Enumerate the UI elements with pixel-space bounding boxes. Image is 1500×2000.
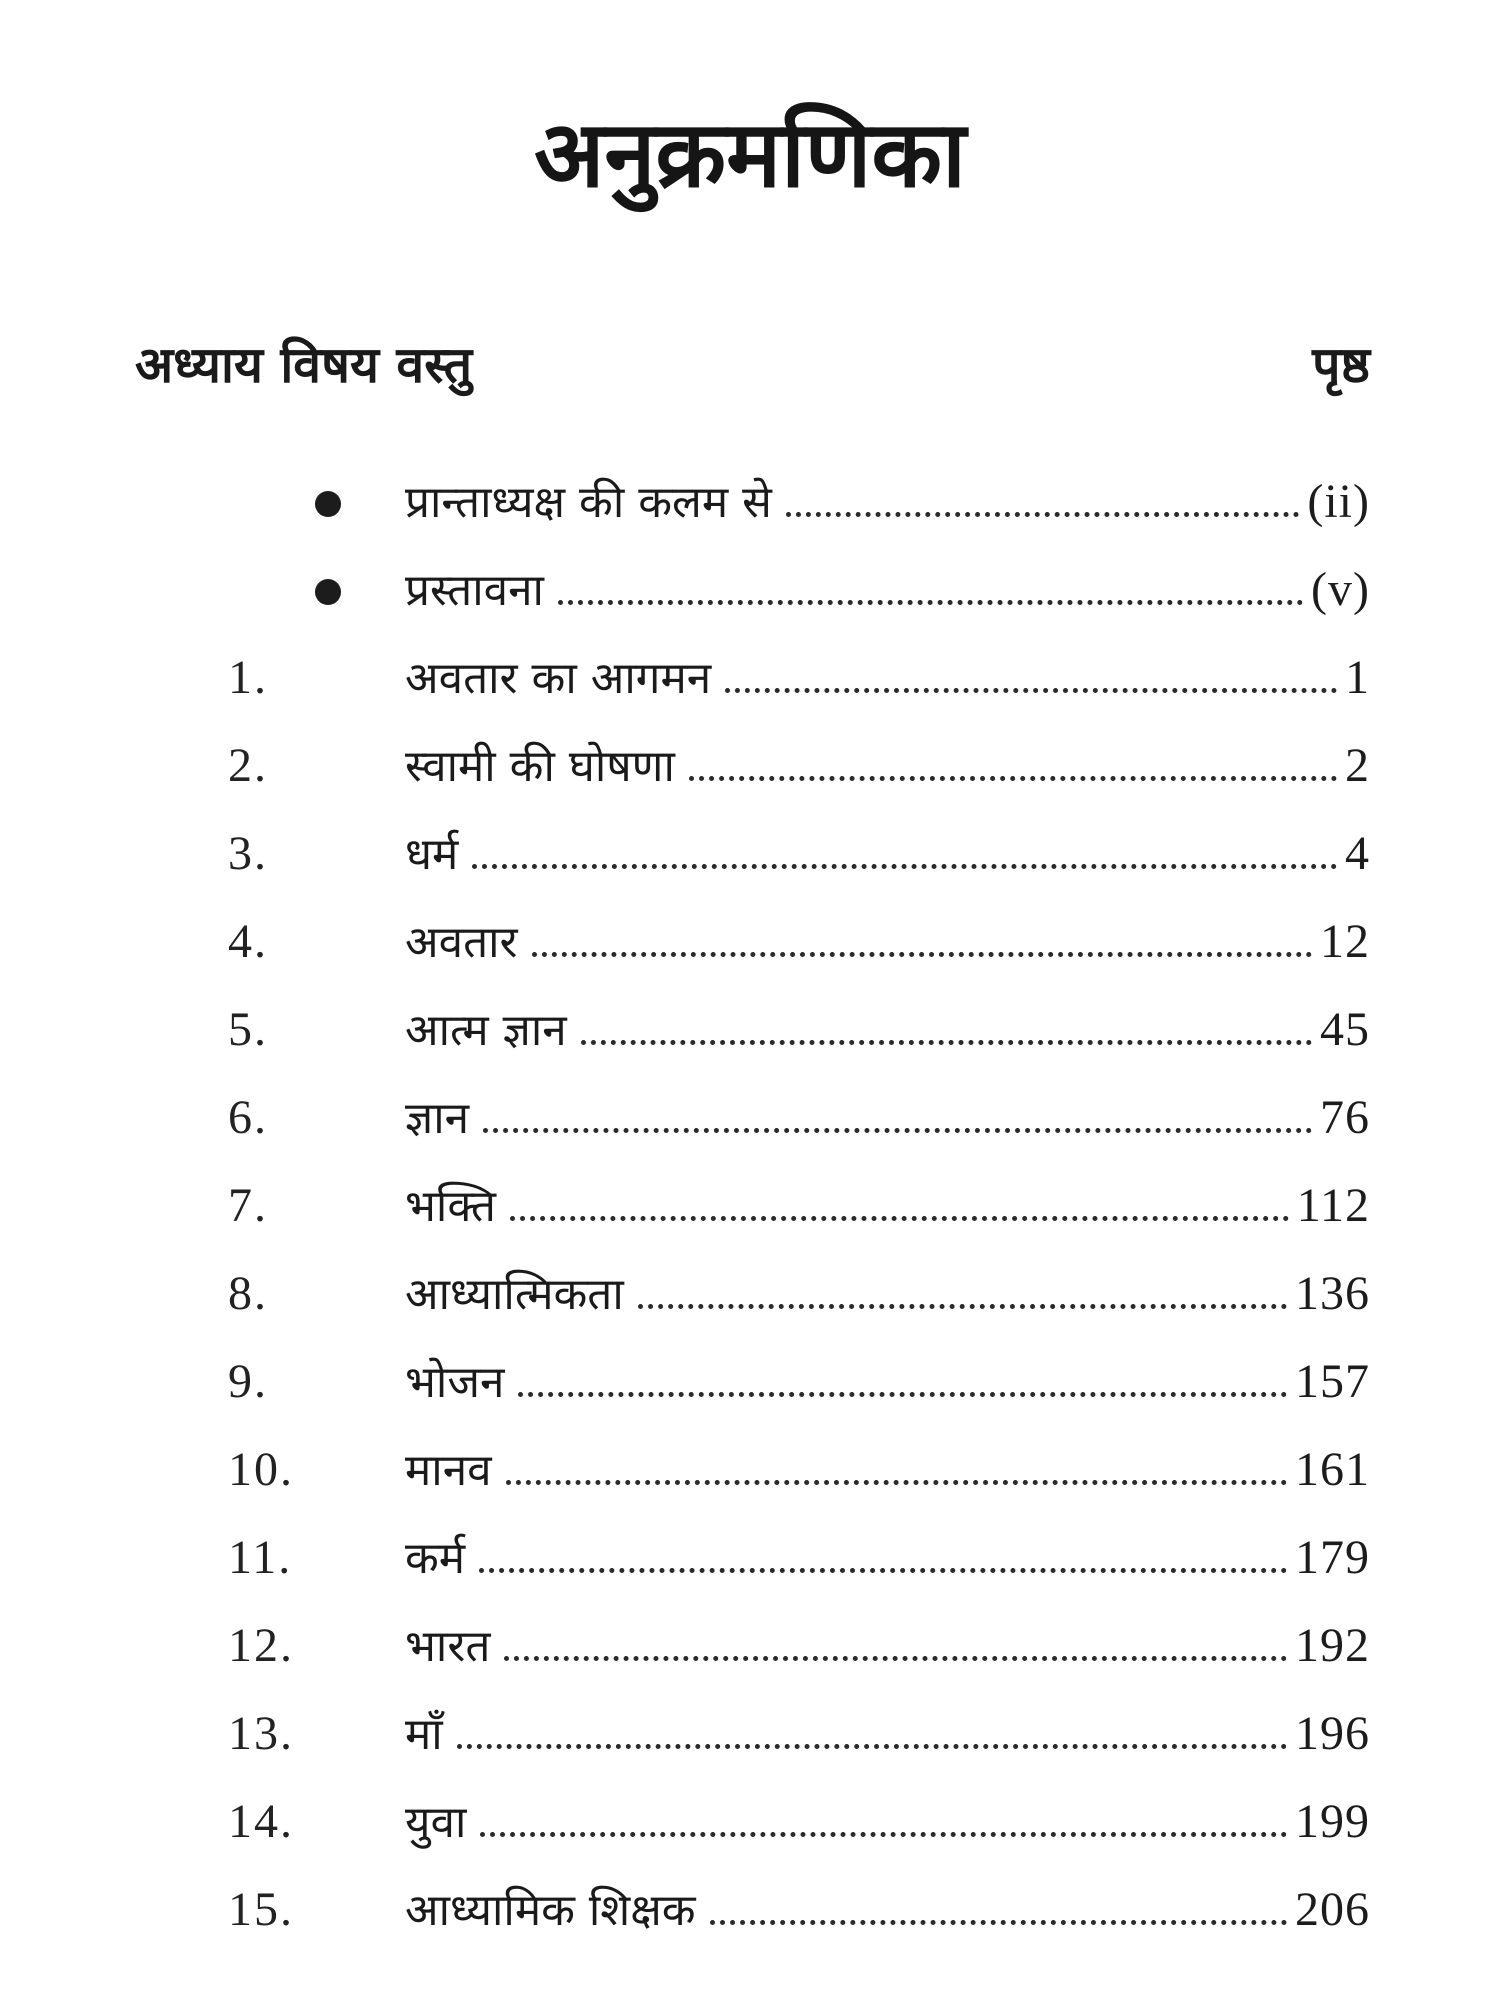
page-number: 179 xyxy=(1295,1531,1370,1584)
toc-entry-line xyxy=(405,1426,1370,1515)
dot-leader xyxy=(506,1480,1287,1485)
chapter-number: 13. xyxy=(228,1707,294,1760)
chapter-number: 10. xyxy=(228,1443,294,1496)
dot-leader xyxy=(638,1304,1287,1309)
toc-entry xyxy=(0,1162,1500,1250)
chapter-number: 1. xyxy=(228,651,268,704)
chapter-number: 9. xyxy=(228,1355,268,1408)
column-header xyxy=(135,330,1370,400)
toc-entry xyxy=(0,1514,1500,1602)
dot-leader xyxy=(483,1128,1312,1133)
dot-leader xyxy=(532,952,1312,957)
chapter-title: माँ xyxy=(405,1709,443,1760)
toc-entry-line xyxy=(405,1866,1370,1955)
chapter-title: आध्यामिक शिक्षक xyxy=(405,1885,696,1936)
chapter-title: धर्म xyxy=(405,829,459,880)
chapter-title: प्रस्तावना xyxy=(405,565,544,616)
page-number: 112 xyxy=(1296,1179,1370,1232)
toc-entry xyxy=(0,1690,1500,1778)
dot-leader xyxy=(480,1832,1287,1837)
page-number: (ii) xyxy=(1307,475,1370,528)
page-number: 157 xyxy=(1295,1355,1370,1408)
page-number: (v) xyxy=(1311,563,1370,616)
toc-entry xyxy=(0,810,1500,898)
toc-entry-line xyxy=(405,1602,1370,1691)
page-title: अनुक्रमणिका xyxy=(534,101,966,208)
chapter-number: 4. xyxy=(228,915,268,968)
toc-entry-line xyxy=(405,1250,1370,1339)
chapter-number: 6. xyxy=(228,1091,268,1144)
chapter-title: कर्म xyxy=(405,1533,466,1584)
header-page: पृष्ठ xyxy=(1312,336,1370,394)
chapter-number: 3. xyxy=(228,827,268,880)
chapter-title: ज्ञान xyxy=(405,1093,470,1144)
chapter-title: आध्यात्मिकता xyxy=(405,1269,624,1320)
chapter-number: 14. xyxy=(228,1795,294,1848)
toc-entry-line xyxy=(405,1162,1370,1251)
page-number: 199 xyxy=(1295,1795,1370,1848)
page-number: 76 xyxy=(1320,1091,1370,1144)
page-number: 161 xyxy=(1295,1443,1370,1496)
toc-entry-line xyxy=(405,634,1370,723)
toc-entry-line xyxy=(405,1514,1370,1603)
chapter-number: 11. xyxy=(228,1531,293,1584)
toc-entry xyxy=(0,1074,1500,1162)
chapter-title: अवतार xyxy=(405,917,518,968)
chapter-title: भक्ति xyxy=(405,1181,496,1232)
dot-leader xyxy=(472,864,1337,869)
toc-entry xyxy=(0,634,1500,722)
toc-entry-line xyxy=(405,1778,1370,1867)
toc-entry xyxy=(0,1602,1500,1690)
dot-leader xyxy=(558,600,1303,605)
dot-leader xyxy=(504,1656,1287,1661)
toc-entry xyxy=(0,1866,1500,1954)
bullet-icon xyxy=(315,579,341,605)
toc-entry xyxy=(0,986,1500,1074)
chapter-title: युवा xyxy=(405,1797,467,1848)
page-number: 4 xyxy=(1345,827,1370,880)
page-number: 196 xyxy=(1295,1707,1370,1760)
chapter-number: 15. xyxy=(228,1883,294,1936)
page-number: 136 xyxy=(1295,1267,1370,1320)
toc-entry xyxy=(0,1778,1500,1866)
chapter-title: भारत xyxy=(405,1621,491,1672)
page-number: 192 xyxy=(1295,1619,1370,1672)
dot-leader xyxy=(479,1568,1287,1573)
page-number: 2 xyxy=(1345,739,1370,792)
page-number: 12 xyxy=(1320,915,1370,968)
chapter-number: 5. xyxy=(228,1003,268,1056)
dot-leader xyxy=(510,1216,1289,1221)
toc-entry-line xyxy=(405,810,1370,899)
dot-leader xyxy=(786,512,1299,517)
toc-entry xyxy=(0,722,1500,810)
toc-entry xyxy=(0,546,1500,634)
header-chapter-subject: अध्याय विषय वस्तु xyxy=(135,336,473,394)
toc-entry-line xyxy=(405,1338,1370,1427)
dot-leader xyxy=(689,776,1337,781)
dot-leader xyxy=(725,688,1337,693)
chapter-title: प्रान्ताध्यक्ष की कलम से xyxy=(405,477,772,528)
dot-leader xyxy=(457,1744,1287,1749)
chapter-number: 7. xyxy=(228,1179,268,1232)
page-number: 206 xyxy=(1295,1883,1370,1936)
toc-entry-line xyxy=(405,1690,1370,1779)
toc-entry xyxy=(0,1250,1500,1338)
chapter-title: आत्म ज्ञान xyxy=(405,1005,567,1056)
toc-entry-line xyxy=(405,986,1370,1075)
dot-leader xyxy=(710,1920,1287,1925)
toc-entry-line xyxy=(405,722,1370,811)
toc-entry-line xyxy=(405,898,1370,987)
page-number: 45 xyxy=(1320,1003,1370,1056)
toc-entry-line xyxy=(405,1074,1370,1163)
toc-entry-line xyxy=(405,458,1370,547)
chapter-number: 8. xyxy=(228,1267,268,1320)
dot-leader xyxy=(518,1392,1287,1397)
chapter-title: स्वामी की घोषणा xyxy=(405,741,675,792)
chapter-title: मानव xyxy=(405,1445,492,1496)
bullet-icon xyxy=(315,491,341,517)
toc-entry xyxy=(0,458,1500,546)
chapter-title: भोजन xyxy=(405,1357,505,1408)
chapter-number: 2. xyxy=(228,739,268,792)
dot-leader xyxy=(581,1040,1312,1045)
toc-entry xyxy=(0,1426,1500,1514)
toc-entry-line xyxy=(405,546,1370,635)
toc-entry xyxy=(0,1338,1500,1426)
toc-entry xyxy=(0,898,1500,986)
chapter-title: अवतार का आगमन xyxy=(405,653,712,704)
chapter-number: 12. xyxy=(228,1619,294,1672)
page-number: 1 xyxy=(1345,651,1370,704)
